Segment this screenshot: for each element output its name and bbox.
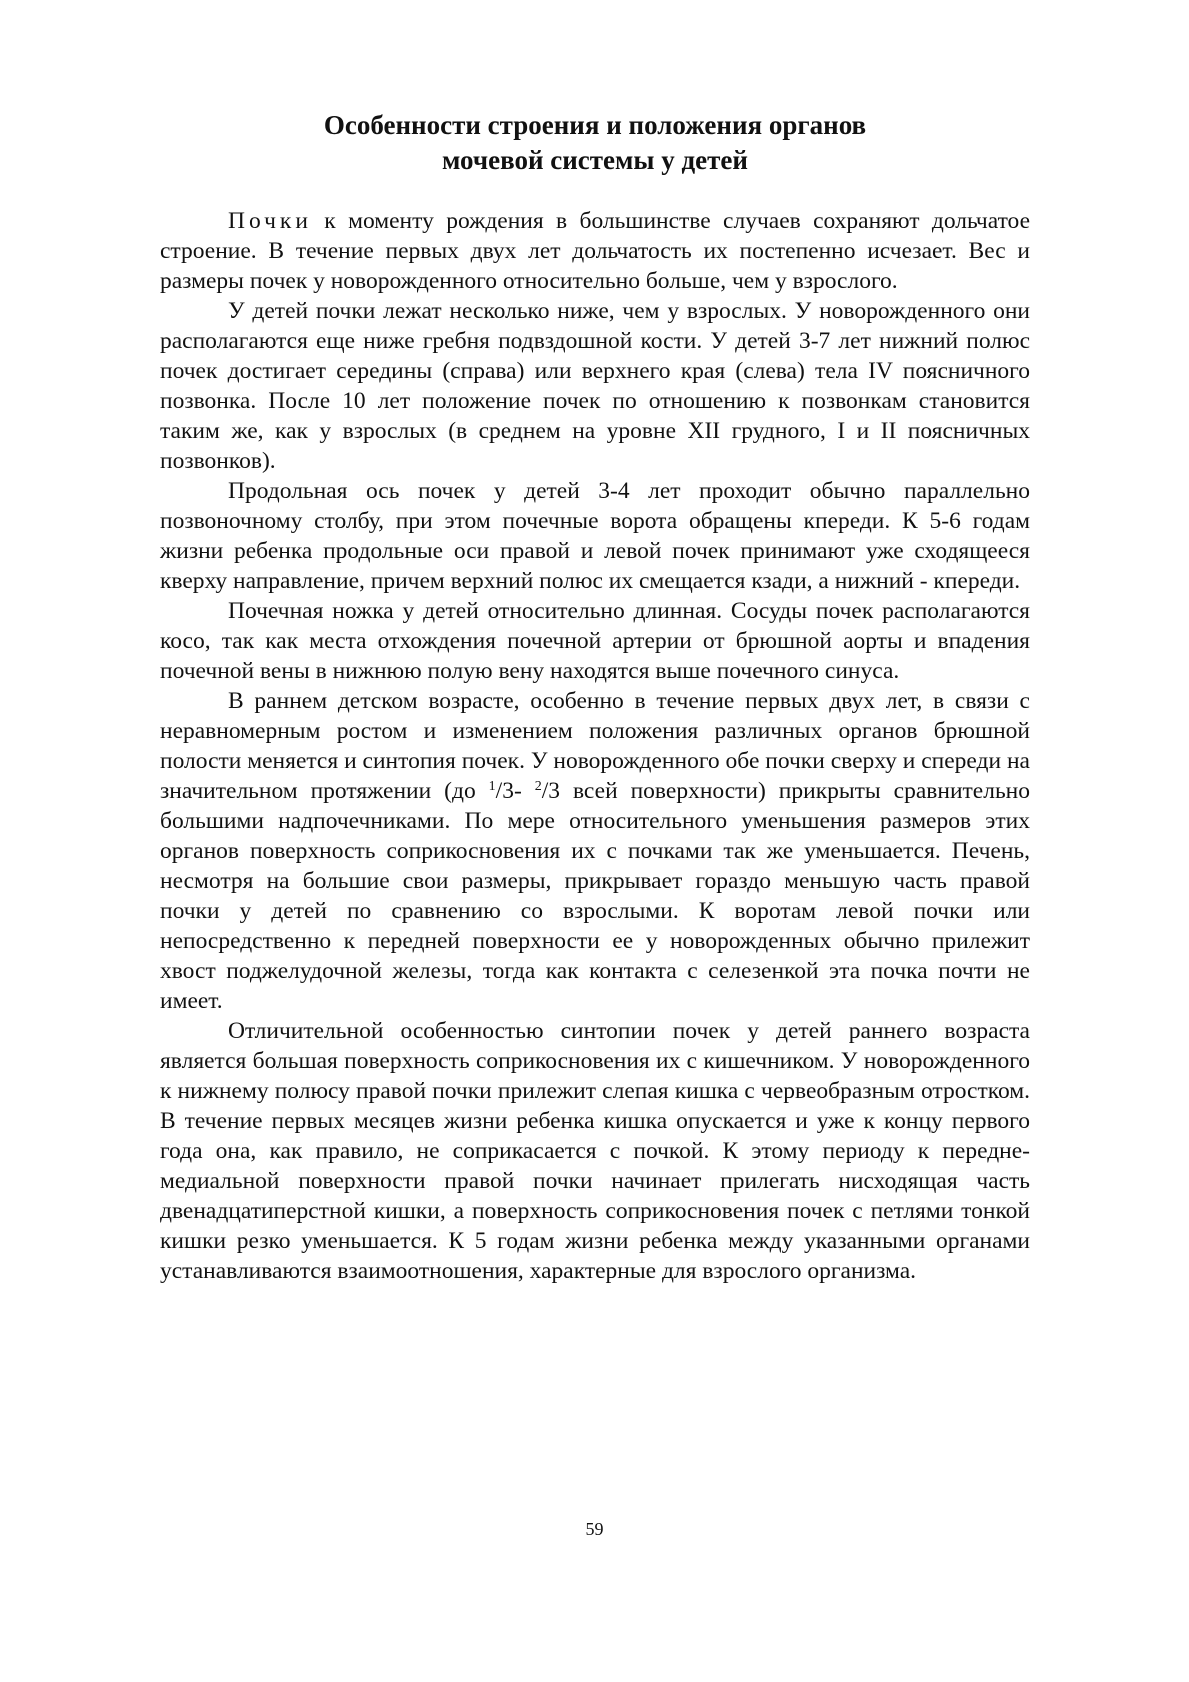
- page-number: 59: [585, 1519, 604, 1539]
- paragraph-1: [160, 206, 1030, 296]
- document-body: [160, 206, 1030, 1286]
- fraction-1-numerator: 1: [488, 779, 496, 794]
- paragraph-5: [160, 686, 1030, 1016]
- paragraph-5-text-before: В раннем детском возрасте, особенно в течение первых двух лет, в связи с неравномерным ростом и изменением положения различных органов брюшной полости меняется и синтопия почек. У новорожденного обе почки сверху и спереди на значительном протяжении (до: [160, 688, 1030, 804]
- page-title: [160, 108, 1030, 178]
- page-title-line-2: мочевой системы у детей: [442, 145, 748, 175]
- fraction-1-denominator: /3-: [495, 778, 535, 804]
- page-title-line-1: Особенности строения и положения органов: [323, 110, 867, 140]
- paragraph-1-lead: Почки: [228, 208, 312, 234]
- paragraph-5-text-after: всей поверхности) прикрыты сравнительно большими надпочечниками. По мере относительного уменьшения размеров этих органов поверхность соприкосновения их с почками так же уменьшается. Печень, несмотря на большие свои размеры, прикрывает гораздо меньшую часть правой почки у детей по сравнению со взрослыми. К воротам левой почки или непосредственно к передней поверхности ее у новорожденных обычно прилежит хвост поджелудочной железы, тогда как контакта с селезенкой эта почка почти не имеет.: [160, 778, 1030, 1014]
- paragraph-3: Продольная ось почек у детей 3-4 лет проходит обычно параллельно позвоночному столбу, при этом почечные ворота обращены кпереди. К 5-6 годам жизни ребенка продольные оси правой и левой почек принимают уже сходящееся кверху направление, причем верхний полюс их смещается кзади, а нижний - кпереди.: [160, 478, 1030, 594]
- paragraph-6: Отличительной особенностью синтопии почек у детей раннего возраста является большая поверхность соприкосновения их с кишечником. У новорожденного к нижнему полюсу правой почки прилежит слепая кишка с червеобразным отростком. В течение первых месяцев жизни ребенка кишка опускается и уже к концу первого года она, как правило, не соприкасается с почкой. К этому периоду к передне-медиальной поверхности правой почки начинает прилегать нисходящая часть двенадцатиперстной кишки, а поверхность соприкосновения почек с петлями тонкой кишки резко уменьшается. К 5 годам жизни ребенка между указанными органами устанавливаются взаимоотношения, характерные для взрослого организма.: [160, 1018, 1030, 1284]
- paragraph-2: У детей почки лежат несколько ниже, чем у взрослых. У новорожденного они располагаются еще ниже гребня подвздошной кости. У детей 3-7 лет нижний полюс почек достигает середины (справа) или верхнего края (слева) тела IV поясничного позвонка. После 10 лет положение почек по отношению к позвонкам становится таким же, как у взрослых (в среднем на уровне XII грудного, I и II поясничных позвонков).: [160, 298, 1030, 474]
- paragraph-4: Почечная ножка у детей относительно длинная. Сосуды почек располагаются косо, так как места отхождения почечной артерии от брюшной аорты и впадения почечной вены в нижнюю полую вену находятся выше почечного синуса.: [160, 598, 1030, 684]
- fraction-2-numerator: 2: [534, 779, 542, 794]
- paragraph-1-text: к моменту рождения в большинстве случаев сохраняют дольчатое строение. В течение первых двух лет дольчатость их постепенно исчезает. Вес и размеры почек у новорожденного относительно больше, чем у взрослого.: [160, 208, 1030, 294]
- fraction-2-denominator: /3: [541, 778, 561, 804]
